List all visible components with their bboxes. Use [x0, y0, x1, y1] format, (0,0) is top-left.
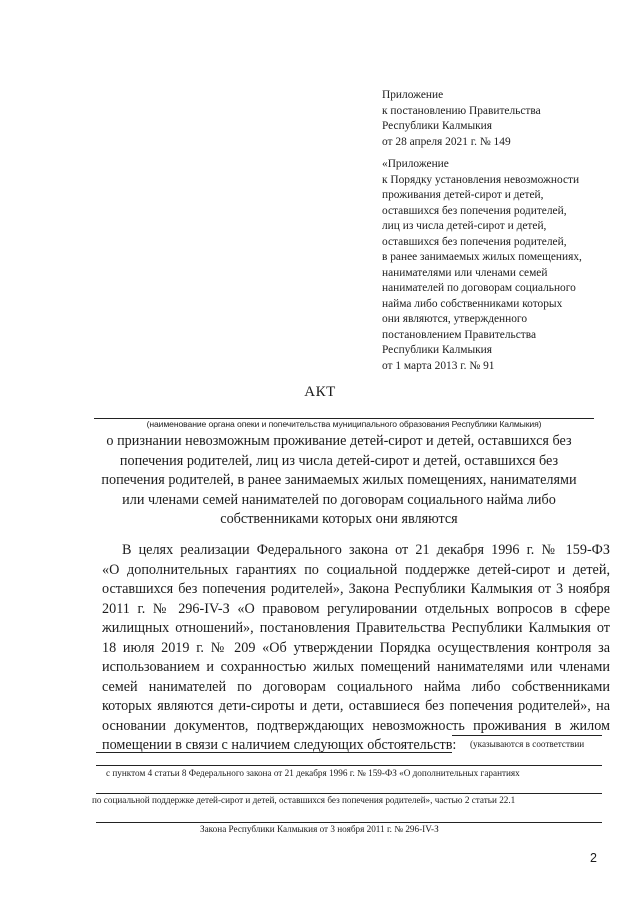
document-subject: [80, 432, 598, 530]
body-line: 2011 г. № 296-IV-З «О правовом регулировании отдельных вопросов в сфере: [102, 600, 610, 617]
body-line: помещении в связи с наличием следующих обстоятельств:: [102, 737, 457, 753]
body-line: оставшихся без попечения родителей», Закона Республики Калмыкия от 3 ноября: [102, 581, 610, 597]
body-line: «О дополнительных гарантиях по социальной поддержке детей-сирот и детей,: [102, 561, 610, 578]
nested-appendix-line: к Порядку установления невозможности: [382, 173, 580, 186]
nested-appendix-line: нанимателей по договорам социального: [382, 282, 576, 294]
subject-line: или членами семей нанимателей по договорам социального найма либо: [122, 491, 556, 508]
nested-appendix-line: они являются, утвержденного: [382, 313, 528, 325]
nested-appendix-line: Республики Калмыкия: [382, 344, 493, 356]
body-line: основании документов, подтверждающих невозможность проживания в жилом: [102, 717, 610, 734]
footnote-line: с пунктом 4 статьи 8 Федерального закона от 21 декабря 1996 г. № 159-ФЗ «О дополнительных гарантиях: [106, 768, 520, 778]
org-name-caption: (наименование органа опеки и попечительства муниципального образования Республики Калмыкия): [146, 419, 542, 429]
nested-appendix-line: лиц из числа детей-сирот и детей,: [382, 220, 547, 232]
appendix-line: к постановлению Правительства: [382, 104, 541, 117]
nested-appendix-line: от 1 марта 2013 г. № 91: [382, 359, 495, 372]
nested-appendix-line: найма либо собственниками которых: [382, 297, 563, 310]
subject-line: попечения родителей, лиц из числа детей-сирот и детей, оставшихся без: [119, 452, 559, 469]
footnote-line: по социальной поддержке детей-сирот и детей, оставшихся без попечения родителей», частью 2 статьи 22.1: [92, 795, 516, 805]
nested-appendix-line: оставшихся без попечения родителей,: [382, 235, 567, 248]
blank-line: [96, 765, 602, 766]
body-line: семей нанимателей по договорам социального найма либо собственниками: [102, 678, 610, 695]
appendix-line: Приложение: [382, 89, 444, 101]
footnote-line: Закона Республики Калмыкия от 3 ноября 2011 г. № 296-IV-З: [200, 824, 439, 834]
blank-line: [96, 822, 602, 823]
appendix-line: Республики Калмыкия: [382, 120, 493, 132]
appendix-header: [382, 88, 622, 374]
nested-appendix-line: проживания детей-сирот и детей,: [382, 189, 544, 201]
page-number: 2: [590, 851, 597, 865]
subject-line: о признании невозможным проживание детей-сирот и детей, оставшихся без: [106, 433, 572, 449]
body-paragraph: [102, 541, 610, 756]
nested-appendix-line: в ранее занимаемых жилых помещениях,: [382, 251, 582, 263]
nested-appendix-line: «Приложение: [382, 158, 449, 170]
footnote-line: (указываются в соответствии: [470, 739, 585, 749]
body-line: использованием и сохранностью жилых помещений нанимателями или членами: [102, 659, 610, 675]
body-line: 18 июля 2019 г. № 209 «Об утверждении Порядка осуществления контроля за: [102, 639, 610, 656]
nested-appendix-line: нанимателями или членами семей: [382, 266, 548, 279]
body-line: В целях реализации Федерального закона от 21 декабря 1996 г. № 159-ФЗ: [122, 542, 610, 558]
blank-line: [96, 793, 602, 794]
circumstances-blank-line: [452, 735, 602, 736]
subject-line: попечения родителей, в ранее занимаемых жилых помещениях, нанимателями: [101, 472, 577, 489]
body-line: которых являются дети-сироты и дети, оставшиеся без попечения родителей», на: [102, 698, 610, 714]
subject-line: собственниками которых они являются: [220, 511, 458, 528]
nested-appendix-line: оставшихся без попечения родителей,: [382, 204, 567, 217]
appendix-line: от 28 апреля 2021 г. № 149: [382, 135, 511, 148]
blank-line: [96, 752, 452, 753]
nested-appendix-line: постановлением Правительства: [382, 328, 537, 341]
body-line: жилищных отношений», постановления Правительства Республики Калмыкия от: [102, 620, 610, 636]
document-title: АКТ: [304, 384, 336, 400]
